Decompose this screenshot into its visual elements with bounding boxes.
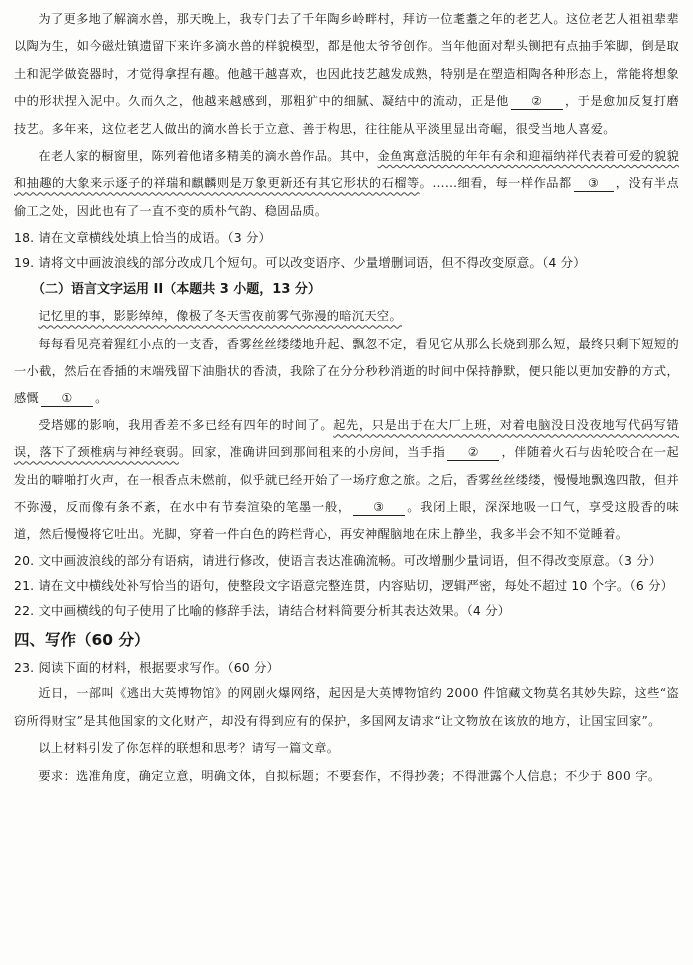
section-2-heading: （二）语言文字运用 II（本题共 3 小题，13 分） — [32, 282, 321, 298]
text-segment: 在老人家的橱窗里，陈列着他诸多精美的滴水兽作品。其中， — [38, 149, 378, 164]
passage1-paragraph-1 — [14, 6, 679, 143]
text-segment: ，于是愈加反复打磨技艺。多年来，这位老艺人做出的滴水兽长于立意、善于构思，往往能从平淡里显出奇崛，很受当地人喜爱。 — [14, 94, 679, 136]
answer-blank-2: ② — [447, 444, 499, 461]
question-18: 18. 请在文章横线处填上恰当的成语。（3 分） — [14, 230, 272, 246]
wavy-underlined-text: 起先，只是出于在大厂上班，对着电脑没日没夜地写代码写错误，落下了颈椎病与神经衰弱 — [14, 418, 679, 460]
answer-blank-3: ③ — [353, 499, 405, 516]
question-23: 23. 阅读下面的材料，根据要求写作。（60 分） — [14, 660, 280, 676]
question-22: 22. 文中画横线的句子使用了比喻的修辞手法，请结合材料简要分析其表达效果。（4 分） — [14, 603, 511, 619]
writing-material: 近日，一部叫《逃出大英博物馆》的网剧火爆网络，起因是大英博物馆约 2000 件馆藏文物莫名其妙失踪，这些“盗窃所得财宝”是其他国家的文化财产，却没有得到应有的保护，多国网友请求“让文物放在该放的地方，让国宝回家”。 — [14, 686, 679, 728]
text-segment: ，伴随着火石与齿轮咬合在一起发出的噼啪打火声，在一根香点未燃前，似乎就已经开始了一场疗愈之旅。之后，香雾丝丝缕缕，慢慢地飘逸四散，但并不弥漫，反而像有条不紊，在水中有节奏渲染的笔墨一般， — [14, 445, 679, 514]
text-segment: 。 — [95, 391, 108, 406]
text-segment: 受塔娜的影响，我用香差不多已经有四年的时间了。 — [38, 418, 334, 433]
question-20: 20. 文中画波浪线的部分有语病，请进行修改，使语言表达准确流畅。可改增删少量词语，但不得改变原意。（3 分） — [14, 553, 662, 569]
text-segment: 。……细看，每一样作品都 — [419, 176, 572, 191]
text-segment: 。回家，准确讲回到那间租来的小房间，当手指 — [178, 445, 446, 460]
underlined-lead-sentence: 记忆里的事，影影绰绰，像极了冬天雪夜前雾气弥漫的暗沉天空。 — [38, 309, 402, 324]
answer-blank-2: ② — [511, 93, 563, 110]
question-21: 21. 请在文中横线处补写恰当的语句，使整段文字语意完整连贯，内容贴切，逻辑严密，每处不超过 10 个字。（6 分） — [14, 578, 674, 594]
answer-blank-3: ③ — [574, 175, 614, 192]
text-segment: ，没有半点偷工之处，因此也有了一直不变的质朴气韵、稳固品质。 — [14, 176, 680, 218]
text-segment: 为了更多地了解滴水兽，那天晚上，我专门去了千年陶乡岭畔村，拜访一位耄耋之年的老艺人。这位老艺人祖祖辈辈以陶为生，如今磁灶镇遗留下来许多滴水兽的样貌模型，都是他太爷爷创作。当年他面对犁头铡把有点抽手笨脚，倒是取土和泥学做瓷器时，才觉得拿捏有趣。他越干越喜欢，也因此技艺越发成熟，特别是在塑造相陶各种形态上，常能将想象中的形状捏入泥中。久而久之，他越来越感到，那粗犷中的细腻、凝结中的流动，正是他 — [14, 12, 679, 109]
writing-prompt: 以上材料引发了你怎样的联想和思考？请写一篇文章。 — [38, 741, 340, 756]
passage2-paragraph-2 — [14, 412, 679, 548]
section-4-heading: 四、写作（60 分） — [14, 631, 150, 650]
writing-requirements: 要求：选准角度，确定立意，明确文体，自拟标题；不要套作，不得抄袭；不得泄露个人信息；不少于 800 字。 — [38, 768, 661, 783]
passage1-paragraph-2 — [14, 143, 679, 225]
text-segment: 。我闭上眼，深深地吸一口气，享受这股香的味道，然后慢慢将它吐出。光脚，穿着一件白色的跨栏背心，再安神醒脑地在床上静坐，我多半会不知不觉睡着。 — [14, 499, 679, 542]
wavy-underlined-text: 金鱼寓意活脱的年年有余和迎福纳祥代表着可爱的貌貌和抽趣的大象来示逐子的祥瑞和麒麟则是万象更新还有其它形状的石榴等 — [14, 149, 679, 191]
text-segment: 每每看见亮着猩红小点的一支香，香雾丝丝缕缕地升起、飘忽不定，看见它从那么长烧到那么短，最终只剩下短短的一小截，然后在香插的末端残留下油脂状的香渍，我除了在分分秒秒消逝的时间中保持静默，便只能以更加安静的方式，感慨 — [14, 336, 679, 406]
passage2-paragraph-1 — [14, 331, 679, 413]
passage2-lead — [14, 303, 679, 330]
answer-blank-1: ① — [41, 390, 93, 407]
question-19: 19. 请将文中画波浪线的部分改成几个短句。可以改变语序、少量增删词语，但不得改变原意。（4 分） — [14, 255, 586, 271]
